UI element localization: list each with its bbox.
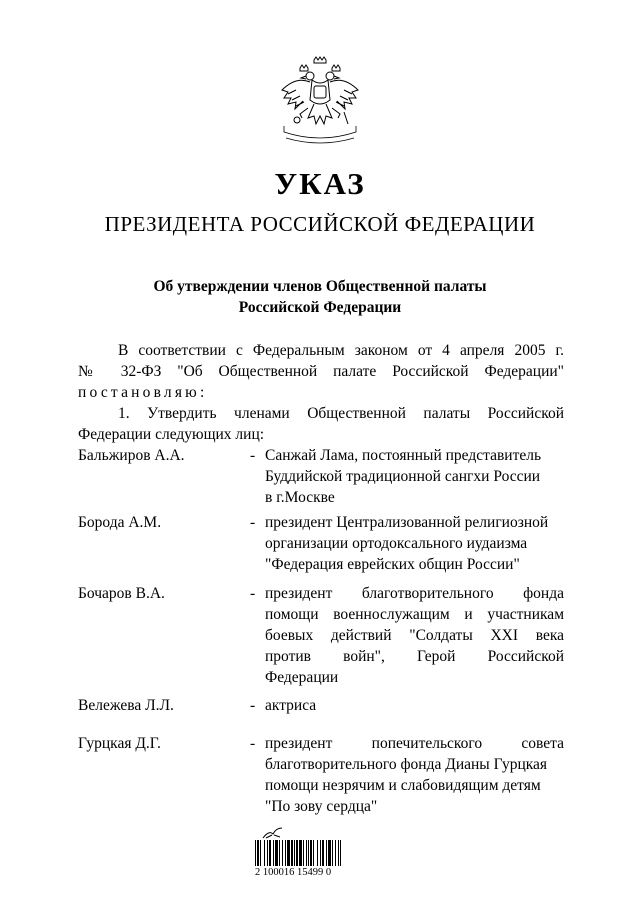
coat-of-arms-emblem: [278, 56, 362, 144]
description-line: актриса: [265, 697, 317, 714]
description-line: "По зову сердца": [265, 798, 378, 815]
member-name: Гурцкая Д.Г.: [78, 735, 161, 752]
description-line: Буддийской традиционной сангхи России: [265, 468, 541, 485]
member-dash: -: [250, 697, 256, 714]
subject-line: Российской Федерации: [238, 299, 402, 316]
clause-line: 1. Утвердить членами Общественной палаты Российской: [118, 405, 564, 422]
subject-line: Об утверждении членов Общественной палаты: [153, 278, 487, 295]
decree-subject: [100, 276, 540, 318]
description-line: благотворительного фонда Дианы Гурцкая: [265, 756, 548, 773]
barcode-icon: [255, 840, 341, 866]
document-type-title: УКАЗ: [274, 166, 366, 201]
printer-mark-icon: [262, 826, 284, 840]
member-description: [265, 695, 564, 716]
member-description: [265, 512, 564, 575]
member-description: [265, 733, 564, 817]
preamble-line: В соответствии с Федеральным законом от 4 апреля 2005 г.: [118, 342, 564, 359]
description-line: Федерации: [265, 669, 339, 686]
resolution-word: постановляю:: [78, 384, 208, 401]
description-line: помощи незрячим и слабовидящим детям: [265, 777, 541, 794]
description-line: боевых действий "Солдаты XXI века: [265, 627, 564, 644]
member-name: Бальжиров А.А.: [78, 447, 185, 464]
issuing-authority: ПРЕЗИДЕНТА РОССИЙСКОЙ ФЕДЕРАЦИИ: [104, 212, 536, 236]
member-description: [265, 445, 564, 508]
barcode-number: 2 100016 15499 0: [255, 867, 332, 878]
member-dash: -: [250, 447, 256, 464]
description-line: президент Централизованной религиозной: [265, 514, 549, 531]
member-name: Бочаров В.А.: [78, 585, 165, 602]
member-dash: -: [250, 735, 256, 752]
description-line: в г.Москве: [265, 489, 335, 506]
description-line: президент попечительского совета: [265, 735, 564, 752]
description-line: "Федерация еврейских общин России": [265, 556, 520, 573]
member-dash: -: [250, 585, 256, 602]
member-description: [265, 583, 564, 688]
member-name: Вележева Л.Л.: [78, 697, 174, 714]
clause-line: Федерации следующих лиц:: [78, 426, 265, 443]
description-line: Санжай Лама, постоянный представитель: [265, 447, 542, 464]
description-line: помощи военнослужащим и участникам: [265, 606, 564, 623]
preamble-line: № 32-ФЗ "Об Общественной палате Российской Федерации": [78, 363, 564, 380]
member-name: Борода А.М.: [78, 514, 162, 531]
description-line: президент благотворительного фонда: [265, 585, 564, 602]
description-line: организации ортодоксального иудаизма: [265, 535, 528, 552]
member-dash: -: [250, 514, 256, 531]
description-line: против войн", Герой Российской: [265, 648, 564, 665]
